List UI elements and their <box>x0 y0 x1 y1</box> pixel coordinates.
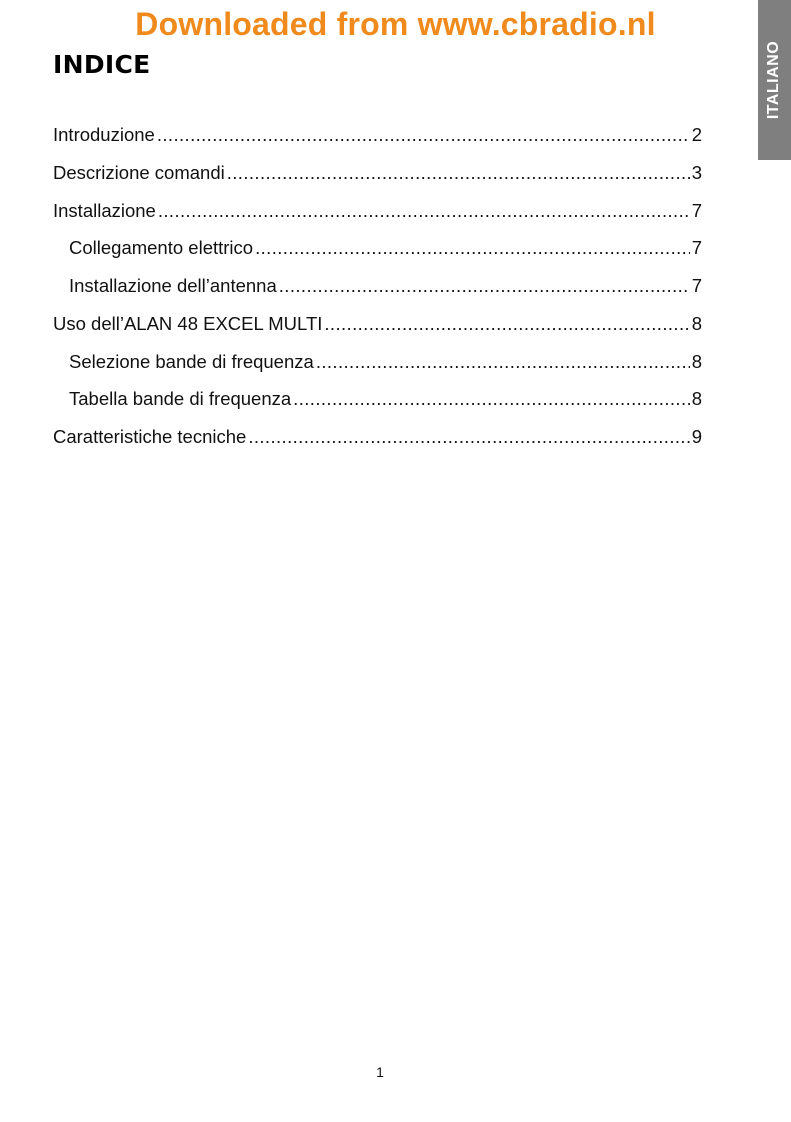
toc-dot-leader <box>255 237 690 259</box>
toc-entry-tabella-bande[interactable] <box>53 388 702 426</box>
toc-entry-collegamento-elettrico[interactable] <box>53 237 702 275</box>
toc-dot-leader <box>158 200 690 222</box>
toc-dot-leader <box>324 313 689 335</box>
toc-dot-leader <box>248 426 689 448</box>
table-of-contents <box>53 124 702 464</box>
language-tab-label: ITALIANO <box>765 40 783 120</box>
toc-entry-page: 8 <box>691 388 702 410</box>
toc-dot-leader <box>157 124 690 146</box>
toc-entry-label: Installazione dell’antenna <box>69 275 277 296</box>
toc-entry-label: Tabella bande di frequenza <box>69 388 292 410</box>
page-number: 1 <box>376 1064 384 1080</box>
toc-entry-label: Selezione bande di frequenza <box>69 350 314 372</box>
toc-entry-label: Uso dell’ALAN 48 EXCEL MULTI <box>53 312 323 334</box>
toc-entry-page: 8 <box>691 312 702 334</box>
toc-entry-label: Installazione <box>53 199 156 221</box>
toc-entry-installazione-antenna[interactable] <box>53 275 702 313</box>
page-title: INDICE <box>53 50 151 79</box>
toc-dot-leader <box>227 162 690 184</box>
toc-entry-label: Descrizione comandi <box>53 161 225 183</box>
toc-entry-caratteristiche-tecniche[interactable] <box>53 426 702 464</box>
toc-entry-introduzione[interactable] <box>53 124 702 162</box>
toc-entry-page: 7 <box>691 275 702 296</box>
toc-entry-page: 7 <box>691 237 702 259</box>
toc-entry-label: Caratteristiche tecniche <box>53 426 247 447</box>
toc-entry-page: 8 <box>691 350 702 372</box>
toc-entry-page: 9 <box>691 426 702 447</box>
toc-entry-page: 7 <box>691 199 702 221</box>
language-tab-label-wrap <box>758 0 791 160</box>
toc-dot-leader <box>293 388 690 410</box>
toc-entry-uso-alan[interactable] <box>53 313 702 351</box>
toc-dot-leader <box>279 275 690 297</box>
toc-entry-selezione-bande[interactable] <box>53 351 702 389</box>
toc-entry-page: 3 <box>691 161 702 183</box>
toc-entry-installazione[interactable] <box>53 200 702 238</box>
toc-entry-label: Introduzione <box>53 124 155 145</box>
toc-entry-label: Collegamento elettrico <box>69 237 254 259</box>
language-tab <box>758 0 791 160</box>
toc-entry-descrizione-comandi[interactable] <box>53 162 702 200</box>
toc-entry-page: 2 <box>691 124 702 145</box>
download-watermark: Downloaded from www.cbradio.nl <box>135 6 656 42</box>
toc-dot-leader <box>316 351 690 373</box>
